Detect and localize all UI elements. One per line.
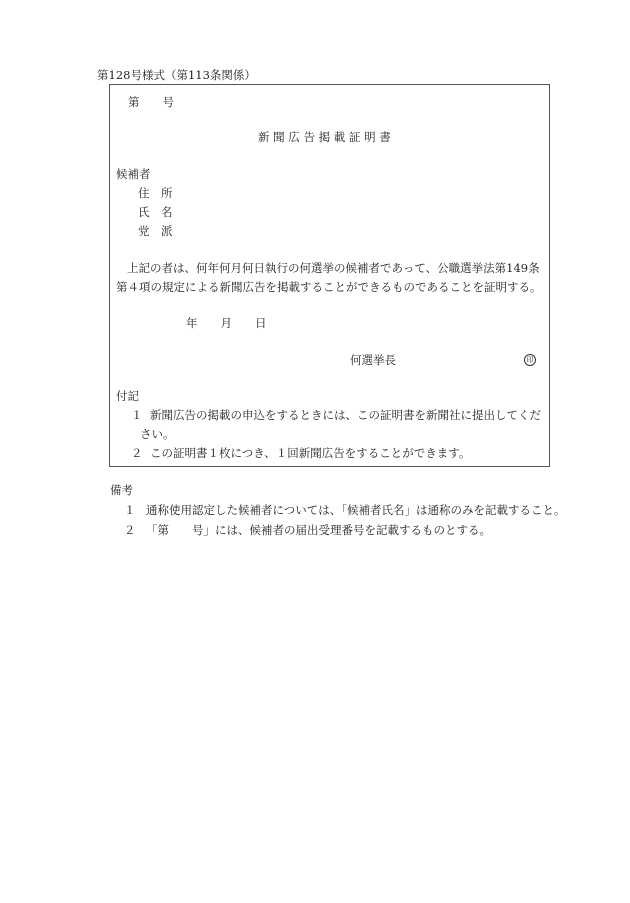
seal-mark: 印 bbox=[524, 354, 536, 366]
remark-2-number: ２ bbox=[124, 523, 136, 537]
certificate-title: 新 聞 広 告 掲 載 証 明 書 bbox=[258, 130, 391, 144]
note-1-line-1: 新聞広告の掲載の申込をするときには、この証明書を新聞社に提出してくだ bbox=[150, 408, 541, 422]
note-1-number: １ bbox=[131, 408, 143, 422]
issuer: 何選挙長 bbox=[350, 353, 396, 367]
remark-1-number: １ bbox=[124, 503, 136, 517]
notes-heading: 付記 bbox=[116, 389, 139, 403]
party-label: 党 派 bbox=[138, 224, 173, 238]
date-line: 年 月 日 bbox=[186, 316, 267, 330]
certificate-body-line-1: 上記の者は、何年何月何日執行の何選挙の候補者であって、公職選挙法第149条 bbox=[127, 261, 540, 275]
certificate-body-line-2: 第４項の規定による新聞広告を掲載することができるものであることを証明する。 bbox=[116, 280, 542, 294]
address-label: 住 所 bbox=[138, 186, 173, 200]
name-label: 氏 名 bbox=[138, 205, 173, 219]
candidate-label: 候補者 bbox=[116, 167, 151, 181]
remark-1-text: 通称使用認定した候補者については、「候補者氏名」は通称のみを記載すること。 bbox=[146, 503, 566, 517]
note-2-text: この証明書１枚につき、１回新聞広告をすることができます。 bbox=[150, 446, 471, 460]
remark-2-text: 「第 号」には、候補者の届出受理番号を記載するものとする。 bbox=[146, 523, 491, 537]
note-2-number: ２ bbox=[131, 446, 143, 460]
form-header: 第128号様式（第113条関係） bbox=[97, 68, 256, 82]
note-1-line-2: さい。 bbox=[140, 427, 175, 441]
remarks-heading: 備考 bbox=[110, 483, 133, 497]
certificate-number: 第 号 bbox=[128, 95, 174, 109]
